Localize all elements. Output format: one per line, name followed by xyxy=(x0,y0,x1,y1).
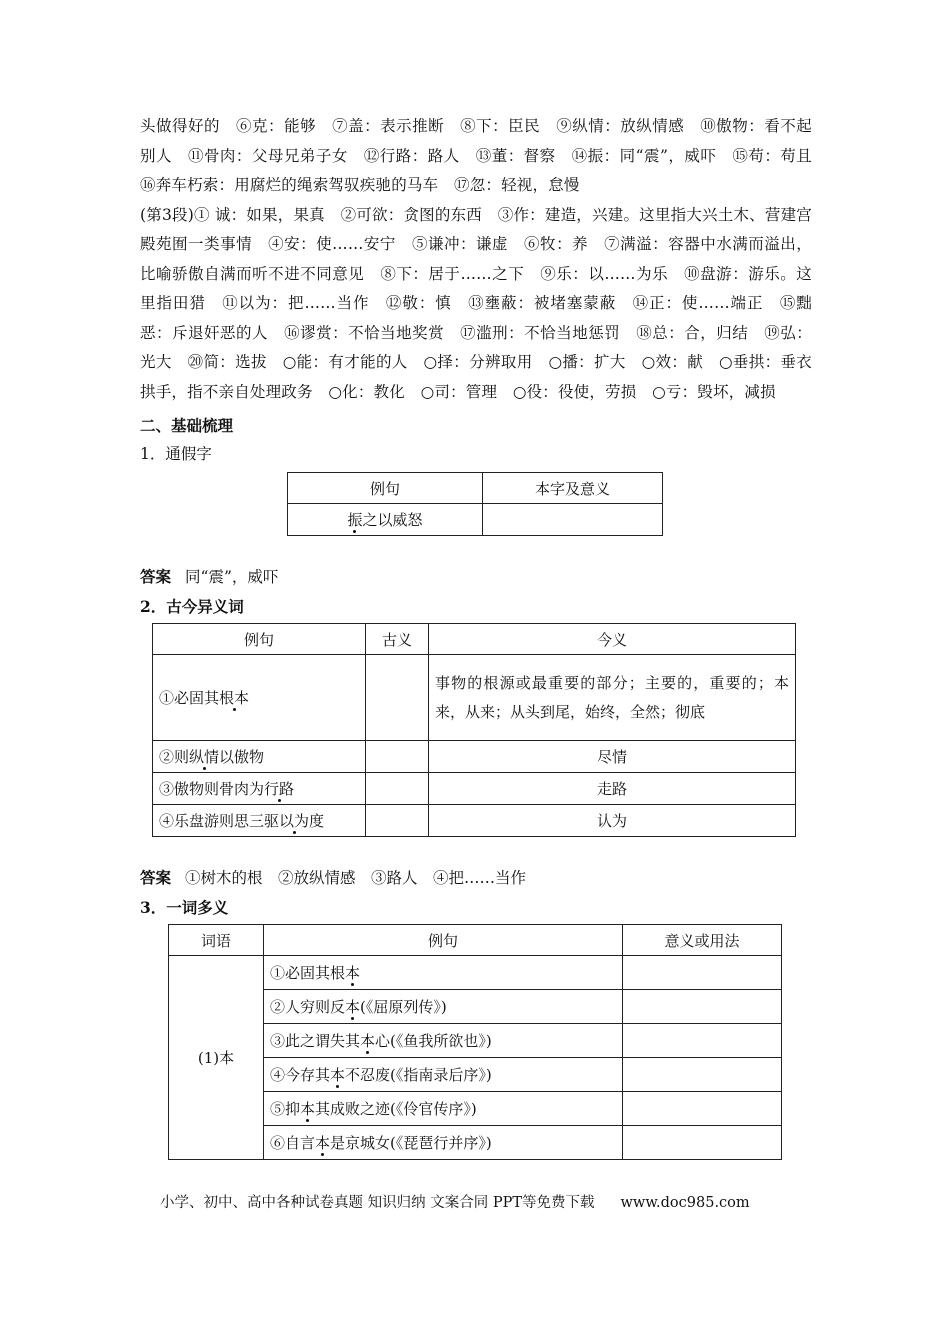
yiciduoyi-table xyxy=(168,924,782,1160)
s2-row-3-gu xyxy=(366,773,429,805)
tongjia-table xyxy=(287,472,663,536)
s2-row-4-gu xyxy=(366,805,429,837)
s3-row-4-emphasis: 本 xyxy=(330,1066,346,1084)
s3-title: 3．一词多义 xyxy=(140,898,229,917)
s1-title: 1．通假字 xyxy=(140,445,212,463)
s2-row-1-emphasis: 根本 xyxy=(219,689,250,707)
s2-answer-text: ①树木的根 ②放纵情感 ③路人 ④把……当作 xyxy=(185,869,527,887)
s3-row-1-example: ①必固其根本 xyxy=(264,956,623,990)
s1-example-rest: 之以威怒 xyxy=(362,511,423,529)
s1-header-example: 例句 xyxy=(288,473,483,504)
footer-url[interactable]: www.doc985.com xyxy=(620,1195,750,1211)
s3-row-2-example: ②人穷则反本(《屈原列传》) xyxy=(264,990,623,1024)
s2-row-3-emphasis: 行路 xyxy=(264,780,295,798)
s3-row-2-emphasis: 本 xyxy=(345,998,361,1016)
page-footer xyxy=(160,1191,750,1212)
s3-row-1-meaning xyxy=(623,956,782,990)
s2-row-3-example: ③傲物则骨肉为行路 xyxy=(153,773,366,805)
s2-row-2-jin: 尽情 xyxy=(429,741,796,773)
s2-row-2-gu xyxy=(366,741,429,773)
s1-answer-text: 同“震”，威吓 xyxy=(185,568,279,586)
s1-answer xyxy=(140,562,812,592)
s3-row-5-example: ⑤抑本其成败之迹(《伶官传序》) xyxy=(264,1092,623,1126)
s2-answer xyxy=(140,863,812,893)
s2-row-4-emphasis: 以为 xyxy=(279,812,310,830)
s2-row-1-jin: 事物的根源或最重要的部分；主要的，重要的；本来，从来；从头到尾，始终，全然；彻底 xyxy=(429,655,796,741)
s3-row-6-emphasis: 本 xyxy=(315,1134,331,1152)
s3-row-1-emphasis: 本 xyxy=(345,964,361,982)
notes-paragraph-2: (第3段)① 诚：如果，果真 ②可欲：贪图的东西 ③作：建造，兴建。这里指大兴土木、营建宫殿苑囿一类事情 ④安：使……安宁 ⑤谦冲：谦虚 ⑥牧：养 ⑦满溢：容器中水满而溢出，比喻骄傲自满而听不进不同意见 ⑧下：居于……之下 ⑨乐：以……为乐 ⑩盘游：游乐。这里指田猎 ⑪以为：把……当作 ⑫敬：慎 ⑬壅蔽：被堵塞蒙蔽 ⑭正：使……端正 ⑮黜恶：斥退奸恶的人 ⑯谬赏：不恰当地奖赏 ⑰滥刑：不恰当地惩罚 ⑱总：合，归结 ⑲弘：光大 ⑳简：选拔 ○能：有才能的人 ○择：分辨取用 ○播：扩大 ○效：献 ○垂拱：垂衣拱手，指不亲自处理政务 ○化：教化 ○司：管理 ○役：役使，劳损 ○亏：毁坏，减损 xyxy=(140,205,812,401)
s3-row-6-meaning xyxy=(623,1126,782,1160)
s3-row-6-example: ⑥自言本是京城女(《琵琶行并序》) xyxy=(264,1126,623,1160)
s2-row-4-example: ④乐盘游则思三驱以为度 xyxy=(153,805,366,837)
document-page xyxy=(140,112,828,1160)
s3-row-4-meaning xyxy=(623,1058,782,1092)
footer-text: 小学、初中、高中各种试卷真题 知识归纳 文案合同 PPT等免费下载 xyxy=(160,1195,595,1211)
s2-row-3-jin: 走路 xyxy=(429,773,796,805)
s1-meaning-cell xyxy=(483,504,663,536)
s2-answer-tag: 答案 xyxy=(140,868,172,887)
s1-answer-tag: 答案 xyxy=(140,567,172,586)
s3-row-3-meaning xyxy=(623,1024,782,1058)
s3-header-word: 词语 xyxy=(169,925,264,956)
s1-emphasis: 振 xyxy=(347,511,363,529)
s3-row-2-meaning xyxy=(623,990,782,1024)
s2-header-example: 例句 xyxy=(153,624,366,655)
s3-word-cell: (1)本 xyxy=(169,956,264,1160)
s2-row-1-gu xyxy=(366,655,429,741)
s2-row-4-jin: 认为 xyxy=(429,805,796,837)
s3-header-example: 例句 xyxy=(264,925,623,956)
s3-row-5-meaning xyxy=(623,1092,782,1126)
s2-header-gu: 古义 xyxy=(366,624,429,655)
s3-row-4-example: ④今存其本不忍废(《指南录后序》) xyxy=(264,1058,623,1092)
gujin-table xyxy=(152,623,796,837)
s2-row-2-example: ②则纵情以傲物 xyxy=(153,741,366,773)
s2-title: 2．古今异义词 xyxy=(140,597,244,616)
s3-row-5-emphasis: 本 xyxy=(300,1100,316,1118)
s2-row-1-example: ①必固其根本 xyxy=(153,655,366,741)
s1-header-meaning: 本字及意义 xyxy=(483,473,663,504)
s3-row-3-emphasis: 本 xyxy=(360,1032,376,1050)
s3-header-meaning: 意义或用法 xyxy=(623,925,782,956)
s2-row-2-emphasis: 纵情 xyxy=(189,748,220,766)
section-title: 二、基础梳理 xyxy=(140,416,234,435)
s2-header-jin: 今义 xyxy=(429,624,796,655)
notes-paragraph-1: 头做得好的 ⑥克：能够 ⑦盖：表示推断 ⑧下：臣民 ⑨纵情：放纵情感 ⑩傲物：看不起别人 ⑪骨肉：父母兄弟子女 ⑫行路：路人 ⑬董：督察 ⑭振：同“震”，威吓 ⑮苟：苟且 ⑯奔车朽索：用腐烂的绳索驾驭疾驰的马车 ⑰忽：轻视，怠慢 xyxy=(140,117,828,194)
s1-example-cell xyxy=(288,504,483,536)
s3-row-3-example: ③此之谓失其本心(《鱼我所欲也》) xyxy=(264,1024,623,1058)
